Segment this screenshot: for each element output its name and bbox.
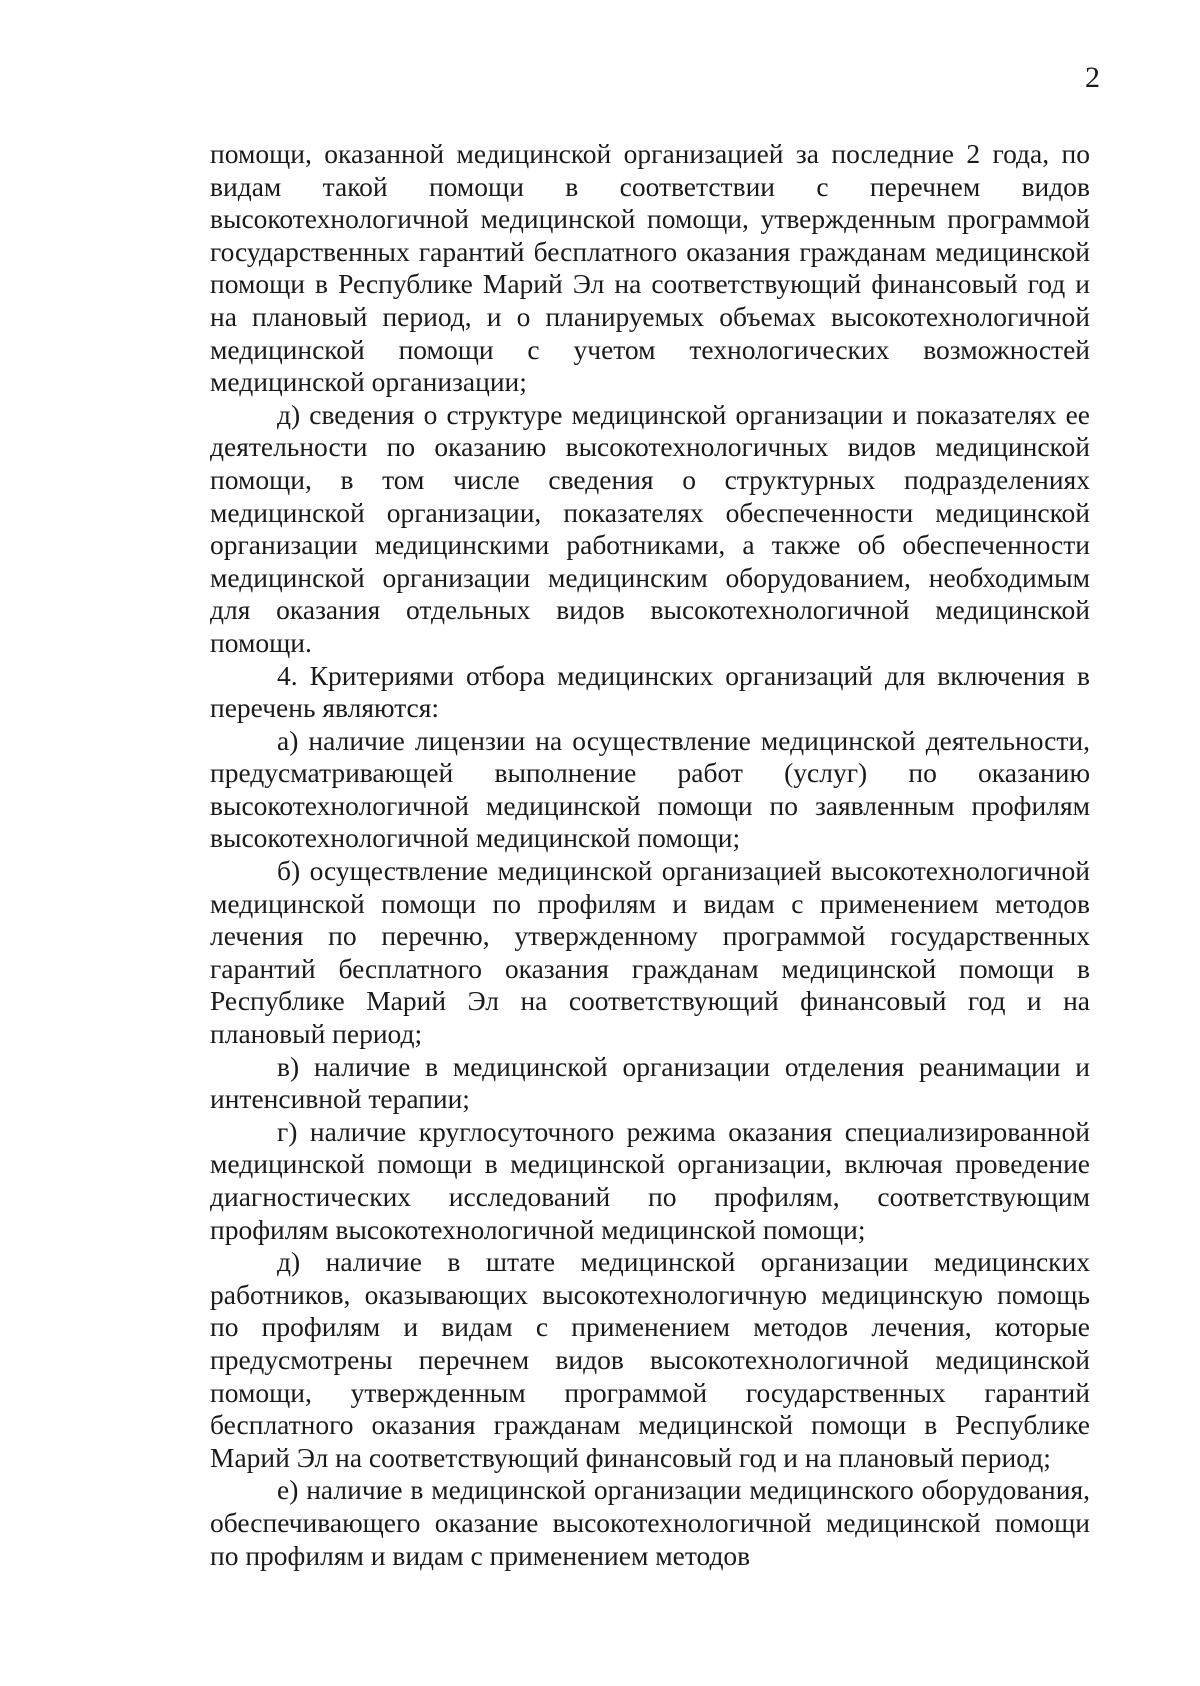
paragraph-item-a-license: а) наличие лицензии на осуществление медицинской деятельности, предусматривающей выполнение работ (услуг) по оказанию высокотехнологичной медицинской помощи по заявленным профилям высокотехнологичной медицинской помощи;: [210, 724, 1090, 854]
paragraph-section-4-criteria: 4. Критериями отбора медицинских организаций для включения в перечень являются:: [210, 659, 1090, 724]
paragraph-continuation: помощи, оказанной медицинской организацией за последние 2 года, по видам такой помощи в соответствии с перечнем видов высокотехнологичной медицинской помощи, утвержденным программой государственных гарантий бесплатного оказания гражданам медицинской помощи в Республике Марий Эл на соответствующий финансовый год и на плановый период, и о планируемых объемах высокотехнологичной медицинской помощи с учетом технологических возможностей медицинской организации;: [210, 138, 1090, 398]
document-body: [210, 138, 1090, 1572]
paragraph-item-v-icu: в) наличие в медицинской организации отделения реанимации и интенсивной терапии;: [210, 1050, 1090, 1115]
paragraph-item-g-round-the-clock: г) наличие круглосуточного режима оказания специализированной медицинской помощи в медицинской организации, включая проведение диагностических исследований по профилям, соответствующим профилям высокотехнологичной медицинской помощи;: [210, 1115, 1090, 1245]
paragraph-item-e-equipment: е) наличие в медицинской организации медицинского оборудования, обеспечивающего оказание высокотехнологичной медицинской помощи по профилям и видам с применением методов: [210, 1474, 1090, 1571]
page-number: 2: [1085, 61, 1100, 94]
paragraph-item-d-structure: д) сведения о структуре медицинской организации и показателях ее деятельности по оказанию высокотехнологичных видов медицинской помощи, в том числе сведения о структурных подразделениях медицинской организации, показателях обеспеченности медицинской организации медицинскими работниками, а также об обеспеченности медицинской организации медицинским оборудованием, необходимым для оказания отдельных видов высокотехнологичной медицинской помощи.: [210, 398, 1090, 658]
paragraph-item-d-staff: д) наличие в штате медицинской организации медицинских работников, оказывающих высокотехнологичную медицинскую помощь по профилям и видам с применением методов лечения, которые предусмотрены перечнем видов высокотехнологичной медицинской помощи, утвержденным программой государственных гарантий бесплатного оказания гражданам медицинской помощи в Республике Марий Эл на соответствующий финансовый год и на плановый период;: [210, 1246, 1090, 1473]
paragraph-item-b-provision: б) осуществление медицинской организацией высокотехнологичной медицинской помощи по профилям и видам с применением методов лечения по перечню, утвержденному программой государственных гарантий бесплатного оказания гражданам медицинской помощи в Республике Марий Эл на соответствующий финансовый год и на плановый период;: [210, 855, 1090, 1050]
